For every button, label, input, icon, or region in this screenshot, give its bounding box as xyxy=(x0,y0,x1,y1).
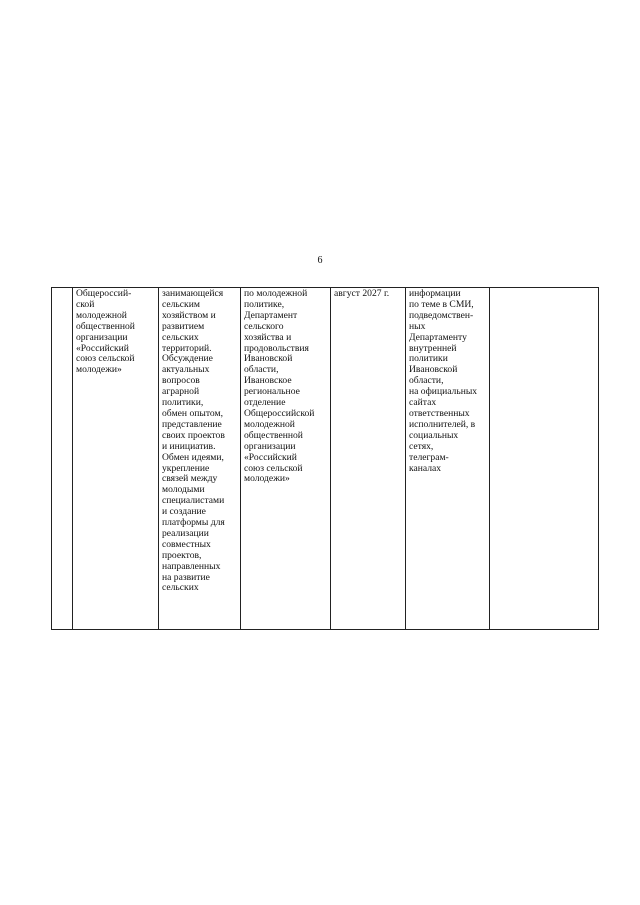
notes-cell xyxy=(490,288,599,630)
information-coverage-cell: информации по теме в СМИ, подведомствен- ных Департаменту внутренней политики Ивановской области, на официальных сайтах ответственных исполнителей, в социальных сетях, телеграм- каналах xyxy=(406,288,490,630)
organization-cell: Общероссий- ской молодежной общественной организации «Российский союз сельской молодежи» xyxy=(73,288,159,630)
event-description-cell: занимающейся сельским хозяйством и развитием сельских территорий. Обсуждение актуальных вопросов аграрной политики, обмен опытом, представление своих проектов и инициатив. Обмен идеями, укрепление связей между молодыми специалистами и создание платформы для реализации совместных проектов, направленных на развитие сельских xyxy=(159,288,241,630)
deadline-cell: август 2027 г. xyxy=(331,288,406,630)
page-number: 6 xyxy=(317,255,323,266)
table-row xyxy=(52,288,599,630)
responsible-executors-cell: по молодежной политике, Департамент сельского хозяйства и продовольствия Ивановской области, Ивановское региональное отделение Общероссийской молодежной общественной организации «Российский союз сельской молодежи» xyxy=(241,288,331,630)
event-plan-table xyxy=(51,287,599,630)
row-number-cell xyxy=(52,288,73,630)
